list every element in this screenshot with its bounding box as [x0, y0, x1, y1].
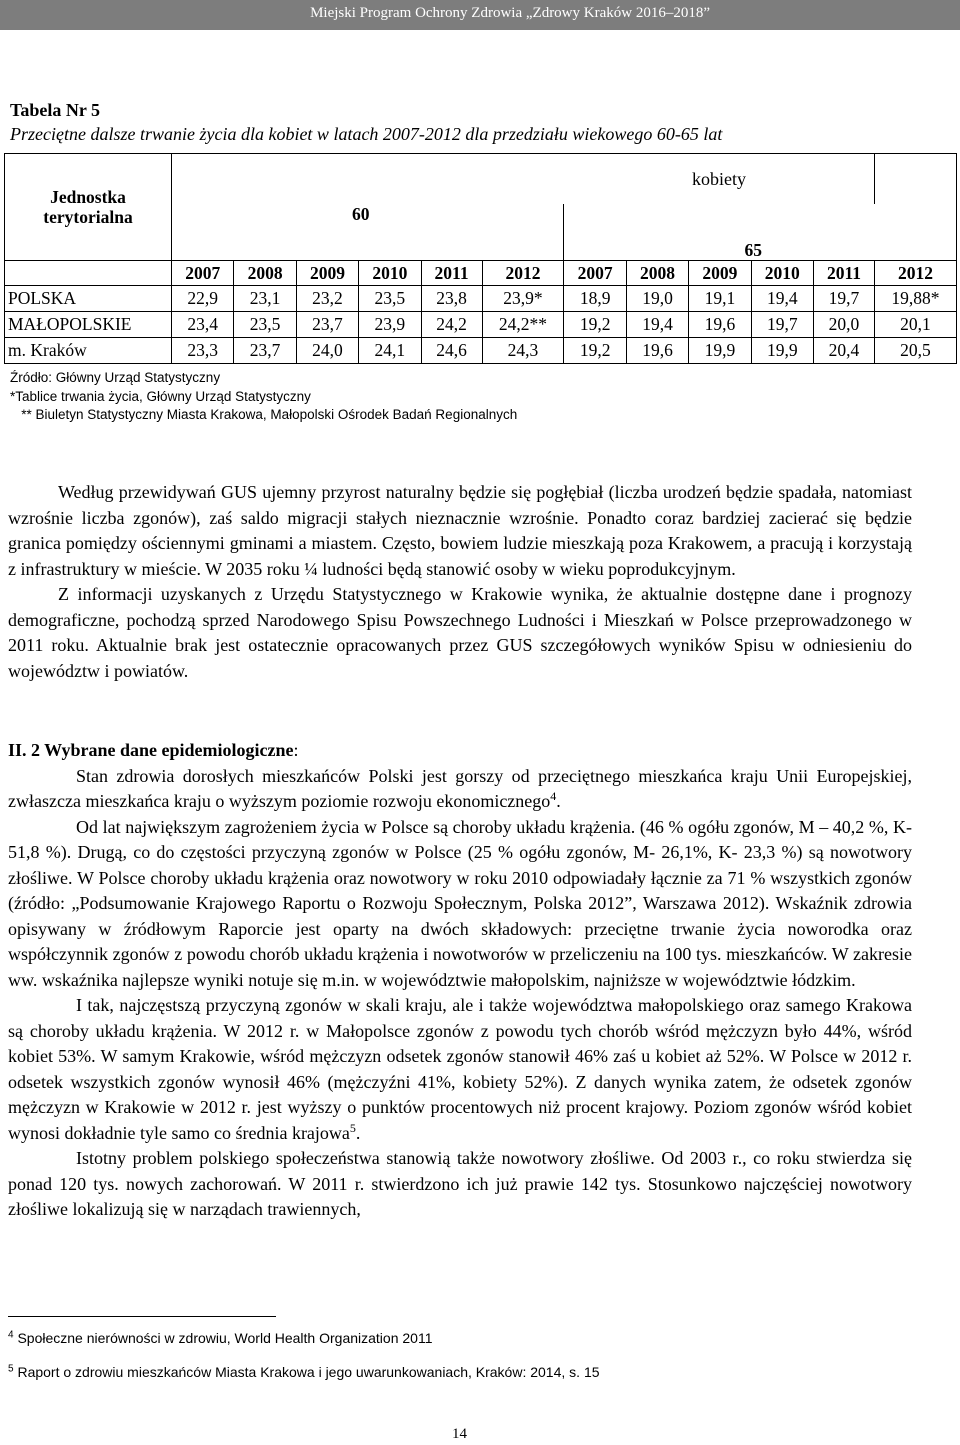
table-note: Źródło: Główny Urząd Statystyczny [10, 370, 221, 385]
table-title: Przeciętne dalsze trwanie życia dla kobiet w latach 2007-2012 dla przedziału wiekowego 60-65 lat [10, 124, 723, 144]
blank-cell [172, 154, 564, 205]
table-cell: 24,6 [421, 338, 482, 364]
age-65-header: 65 [564, 204, 957, 261]
table-cell: 23,5 [234, 312, 296, 338]
footnote: $^4$ Społeczne nierówności w zdrowiu, World Health Organization 2011 [8, 1329, 433, 1346]
year-header: 2009 [689, 261, 751, 286]
section-heading: II. 2 Wybrane dane epidemiologiczne: [8, 740, 299, 760]
paragraph: Istotny problem polskiego społeczeństwa stanowią także nowotwory złośliwe. Od 2003 r., co roku stwierdza się ponad 120 tys. nowych zachorowań. W 2011 r. stwierdzono ich już prawie 142 tys. Stosunkowo najczęściej nowotwory złośliwe lokalizują się w narządach trawiennych, [8, 1148, 912, 1219]
table-header-row [5, 154, 957, 205]
year-header: 2011 [421, 261, 482, 286]
table-cell: 20,4 [814, 338, 875, 364]
footnote-ref[interactable]: 5 [349, 1120, 356, 1135]
row-name: POLSKA [5, 286, 172, 312]
body-text [8, 480, 912, 684]
year-header: 2007 [172, 261, 234, 286]
year-header: 2012 [874, 261, 956, 286]
table-note: *Tablice trwania życia, Główny Urząd Statystyczny [10, 388, 311, 404]
header-title: Miejski Program Ochrony Zdrowia „Zdrowy Kraków 2016–2018” [310, 5, 710, 21]
paragraph: I tak, najczęstszą przyczyną zgonów w skali kraju, ale i także województwa małopolskiego oraz samego Krakowa są choroby układu krążenia. W 2012 r. w Małopolsce zgonów z powodu tych chorób wśród mężczyzn było 44%, wśród kobiet 53%. W samym Krakowie, wśród mężczyzn odsetek zgonów stanowił 46% zaś u kobiet aż 52%. W Polsce w 2012 r. odsetek wszystkich zgonów wynosił 46% (mężczyźni 41%, kobiety 52%). Z danych wynika zatem, że odsetek zgonów mężczyzn w Krakowie w 2012 r. jest wyższy o punktów procentowych niż procent krajowy. Poziom zgonów wśród kobiet wynosi dokładnie tyle samo co średnia krajowa$^5$. [8, 995, 912, 1143]
table-cell: 19,0 [626, 286, 688, 312]
paragraph: Z informacji uzyskanych z Urzędu Statystycznego w Krakowie wynika, że aktualnie dostępne dane i prognozy demograficzne, pochodzą sprzed Narodowego Spisu Powszechnego Ludności i Mieszkań w Polsce przeprowadzonego w 2011 roku. Aktualnie brak jest ostatecznie opracowanych przez GUS szczegółowych wyników Spisu w odniesieniu do województw i powiatów. [8, 584, 912, 681]
life-expectancy-table [4, 153, 957, 364]
table-cell: 23,7 [234, 338, 296, 364]
year-header: 2010 [751, 261, 813, 286]
section-body [8, 738, 912, 1223]
year-header: 2010 [359, 261, 421, 286]
row-name: m. Kraków [5, 338, 172, 364]
table-cell: 19,7 [751, 312, 813, 338]
table-row [5, 286, 957, 312]
running-header [0, 0, 960, 30]
table-cell: 19,2 [564, 338, 626, 364]
table-cell: 19,6 [626, 338, 688, 364]
table-cell: 23,3 [172, 338, 234, 364]
blank-cell [874, 154, 956, 205]
table-cell: 24,1 [359, 338, 421, 364]
table-cell: 19,4 [751, 286, 813, 312]
table-cell: 23,8 [421, 286, 482, 312]
table-cell: 23,1 [234, 286, 296, 312]
table-cell: 24,2** [482, 312, 564, 338]
year-header: 2009 [296, 261, 358, 286]
paragraph: Od lat największym zagrożeniem życia w Polsce są choroby układu krążenia. (46 % ogółu zgonów, M – 40,2 %, K- 51,8 %). Drugą, co do częstości przyczyną zgonów w Polsce (25 % ogółu zgonów, M- 26,1%, K- 23,3 %) są nowotwory złośliwe. W Polsce choroby układu krążenia oraz nowotwory w roku 2010 odpowiadały łącznie za 71 % wszystkich zgonów (źródło: „Podsumowanie Krajowego Raportu o Rozwoju Społecznym, Polska 2012”, Warszawa 2012). Wskaźnik zdrowia opisywany w źródłowym Raporcie jest oparty na dwóch składowych: przeciętne trwanie życia noworodka oraz współczynnik zgonów z powodu chorób układu krążenia i nowotworów w przeliczeniu na 100 tys. mieszkańców. W zakresie ww. wskaźnika najlepsze wyniki notuje się m.in. w województwie małopolskim, najniższe w województwie łódzkim. [8, 816, 912, 990]
table-note: ** Biuletyn Statystyczny Miasta Krakowa, Małopolski Ośrodek Badań Regionalnych [10, 407, 518, 422]
table-notes [10, 369, 517, 425]
unit-header: Jednostka terytorialna [5, 154, 172, 261]
table-cell: 19,6 [689, 312, 751, 338]
year-header: 2012 [482, 261, 564, 286]
table-cell: 19,88* [874, 286, 956, 312]
table-cell: 19,9 [689, 338, 751, 364]
table-cell: 19,1 [689, 286, 751, 312]
years-row [5, 261, 957, 286]
table-row [5, 312, 957, 338]
table-cell: 19,9 [751, 338, 813, 364]
table-cell: 23,9* [482, 286, 564, 312]
footnote-separator [8, 1316, 276, 1317]
table-cell: 24,0 [296, 338, 358, 364]
year-header: 2011 [814, 261, 875, 286]
row-name: MAŁOPOLSKIE [5, 312, 172, 338]
footnote: $^5$ Raport o zdrowiu mieszkańców Miasta Krakowa i jego uwarunkowaniach, Kraków: 2014, s. 15 [8, 1363, 600, 1380]
table-cell: 23,5 [359, 286, 421, 312]
group-header: kobiety [564, 154, 875, 205]
year-header: 2007 [564, 261, 626, 286]
paragraph: Według przewidywań GUS ujemny przyrost naturalny będzie się pogłębiał (liczba urodzeń będzie spadała, natomiast wzrośnie liczba zgonów), zaś saldo migracji stałych nieznacznie wzrośnie. Ponadto coraz bardziej zacierać się będzie granica pomiędzy ościennymi gminami a miastem. Często, bowiem ludzie mieszkają poza Krakowem, a pracują i korzystają z infrastruktury w mieście. W 2035 roku ¼ ludności będą stanowić osoby w wieku poprodukcyjnym. [8, 482, 912, 579]
table-cell: 19,2 [564, 312, 626, 338]
paragraph: Stan zdrowia dorosłych mieszkańców Polski jest gorszy od przeciętnego mieszkańca kraju Unii Europejskiej, zwłaszcza mieszkańca kraju o wyższym poziomie rozwoju ekonomicznego$^4$. [8, 765, 912, 811]
table-cell: 19,7 [814, 286, 875, 312]
table-label: Tabela Nr 5 [10, 100, 101, 120]
table-cell: 19,4 [626, 312, 688, 338]
table-cell: 20,0 [814, 312, 875, 338]
table-cell: 23,2 [296, 286, 358, 312]
table-cell: 23,7 [296, 312, 358, 338]
table-cell: 20,5 [874, 338, 956, 364]
table-cell: 20,1 [874, 312, 956, 338]
table-cell: 24,2 [421, 312, 482, 338]
page-number: 14 [452, 1426, 467, 1442]
table-cell: 23,9 [359, 312, 421, 338]
table-row [5, 338, 957, 364]
year-header: 2008 [234, 261, 296, 286]
footnote-ref[interactable]: 4 [550, 789, 557, 803]
blank-cell [5, 261, 172, 286]
age-60-header: 60 [172, 204, 564, 261]
table-cell: 23,4 [172, 312, 234, 338]
table-cell: 24,3 [482, 338, 564, 364]
table-cell: 18,9 [564, 286, 626, 312]
year-header: 2008 [626, 261, 688, 286]
table-cell: 22,9 [172, 286, 234, 312]
